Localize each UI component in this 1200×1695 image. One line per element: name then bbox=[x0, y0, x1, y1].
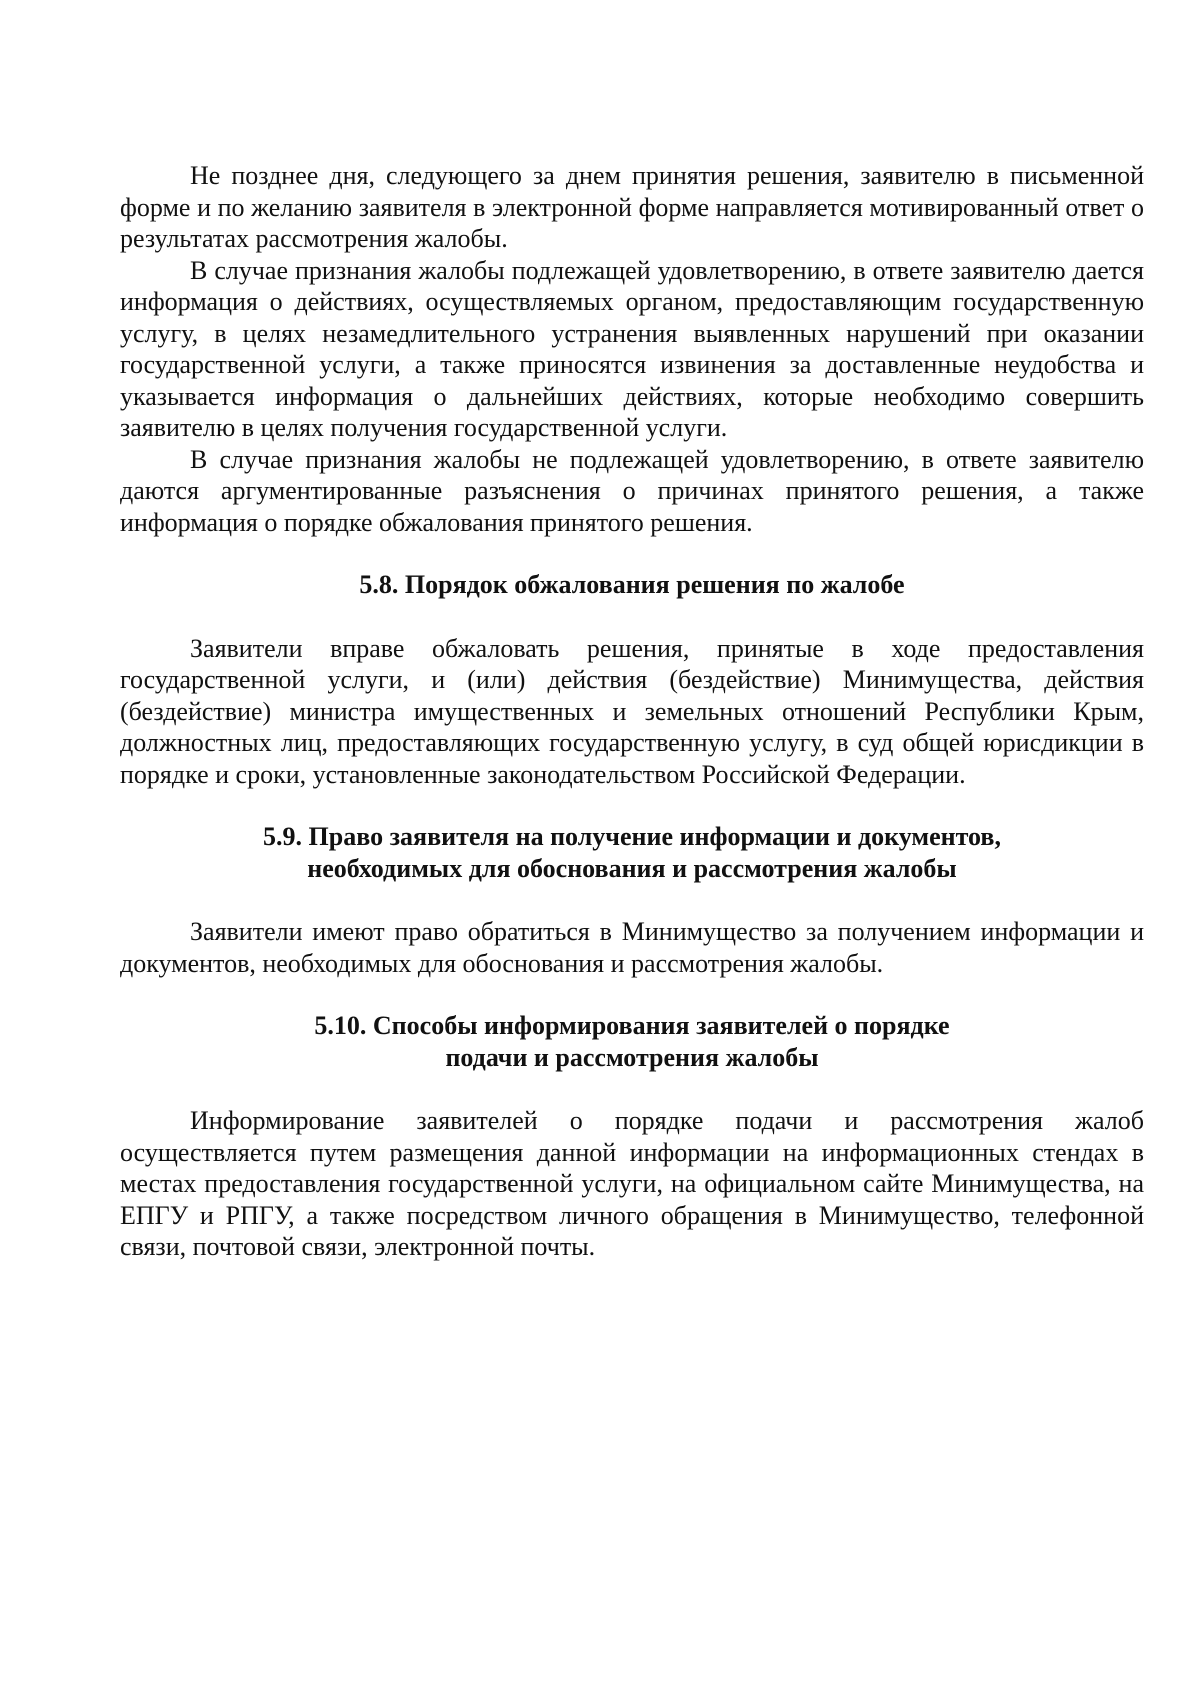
spacer bbox=[120, 601, 1144, 633]
spacer bbox=[120, 790, 1144, 821]
paragraph-appeal-procedure: Заявители вправе обжаловать решения, принятые в ходе предоставления государственной услуги, и (или) действия (бездействие) Минимущества, действия (бездействие) министра имущественных и земельных отношений Республики Крым, должностных лиц, предоставляющих государственную услугу, в суд общей юрисдикции в порядке и сроки, установленные законодательством Российской Федерации. bbox=[120, 633, 1144, 789]
heading-line: 5.8. Порядок обжалования решения по жалобе bbox=[359, 570, 905, 599]
spacer bbox=[120, 884, 1144, 916]
heading-5-9 bbox=[120, 821, 1144, 884]
paragraph-complaint-satisfied: В случае признания жалобы подлежащей удовлетворению, в ответе заявителю дается информация о действиях, осуществляемых органом, предоставляющим государственную услугу, в целях незамедлительного устранения выявленных нарушений при оказании государственной услуги, а также приносятся извинения за доставленные неудобства и указывается информация о дальнейших действиях, которые необходимо совершить заявителю в целях получения государственной услуги. bbox=[120, 255, 1144, 442]
heading-5-10 bbox=[120, 1010, 1144, 1073]
paragraph-informing-methods: Информирование заявителей о порядке подачи и рассмотрения жалоб осуществляется путем размещения данной информации на информационных стендах в местах предоставления государственной услуги, на официальном сайте Минимущества, на ЕПГУ и РПГУ, а также посредством личного обращения в Минимущество, телефонной связи, почтовой связи, электронной почты. bbox=[120, 1106, 1144, 1261]
heading-line: 5.9. Право заявителя на получение информации и документов, bbox=[263, 822, 1001, 851]
heading-line: необходимых для обоснования и рассмотрения жалобы bbox=[307, 853, 957, 883]
paragraph-complaint-rejected: В случае признания жалобы не подлежащей удовлетворению, в ответе заявителю даются аргументированные разъяснения о причинах принятого решения, а также информация о порядке обжалования принятого решения. bbox=[120, 444, 1144, 537]
spacer bbox=[120, 538, 1144, 569]
spacer bbox=[120, 979, 1144, 1010]
paragraph-response-deadline: Не позднее дня, следующего за днем принятия решения, заявителю в письменной форме и по желанию заявителя в электронной форме направляется мотивированный ответ о результатах рассмотрения жалобы. bbox=[120, 161, 1144, 253]
document-body bbox=[120, 160, 1144, 1263]
paragraph-right-to-information: Заявители имеют право обратиться в Минимущество за получением информации и документов, необходимых для обоснования и рассмотрения жалобы. bbox=[120, 917, 1144, 978]
heading-line: подачи и рассмотрения жалобы bbox=[445, 1042, 819, 1072]
heading-5-8 bbox=[120, 569, 1144, 601]
spacer bbox=[120, 1073, 1144, 1105]
heading-line: 5.10. Способы информирования заявителей о порядке bbox=[314, 1011, 950, 1040]
